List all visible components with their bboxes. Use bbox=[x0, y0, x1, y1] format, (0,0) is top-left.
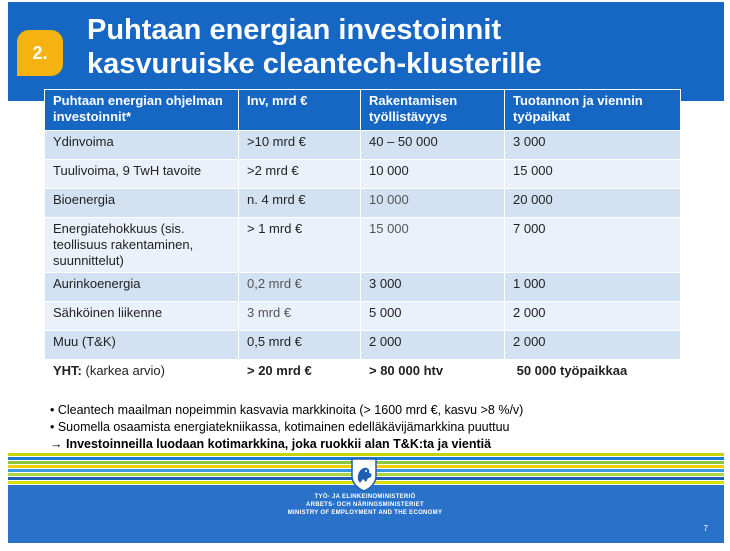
cell-investment: >2 mrd € bbox=[239, 160, 361, 189]
note-bullet: • Suomella osaamista energiatekniikassa, kotimainen edelläkävijämarkkina puuttuu bbox=[50, 420, 510, 434]
cell-investment: n. 4 mrd € bbox=[239, 189, 361, 218]
note-conclusion: → Investoinneilla luodaan kotimarkkina, joka ruokkii alan T&K:ta ja vientiä bbox=[50, 437, 492, 451]
table-row bbox=[45, 131, 681, 160]
cell-investment: 0,5 mrd € bbox=[239, 331, 361, 360]
cell-investment: 0,2 mrd € bbox=[239, 273, 361, 302]
table-row bbox=[45, 160, 681, 189]
section-number-badge: 2. bbox=[17, 30, 63, 76]
cell-construction-jobs: 3 000 bbox=[361, 273, 505, 302]
cell-investment: 3 mrd € bbox=[239, 302, 361, 331]
table-total-row bbox=[45, 360, 681, 389]
slide-title-line-2: kasvuruiske cleantech-klusterille bbox=[87, 48, 542, 80]
cell-investment: >10 mrd € bbox=[239, 131, 361, 160]
total-label-rest: (karkea arvio) bbox=[81, 363, 165, 378]
cell-total-jobs: 50 000 työpaikkaa bbox=[505, 360, 681, 389]
ministry-name-fi: TYÖ- JA ELINKEINOMINISTERIÖ bbox=[314, 494, 416, 500]
header-program: Puhtaan energian ohjelman investoinnit* bbox=[45, 90, 239, 131]
cell-production-jobs: 2 000 bbox=[505, 331, 681, 360]
cell-program: Energiatehokkuus (sis. teollisuus rakentaminen, suunnittelut) bbox=[45, 218, 239, 273]
table-row bbox=[45, 302, 681, 331]
ministry-name bbox=[200, 493, 530, 517]
cell-total-investment: > 20 mrd € bbox=[239, 360, 361, 389]
notes bbox=[50, 402, 720, 453]
cell-construction-jobs: 15 000 bbox=[361, 218, 505, 273]
cell-production-jobs: 15 000 bbox=[505, 160, 681, 189]
investment-table bbox=[44, 89, 681, 389]
table-row bbox=[45, 273, 681, 302]
cell-program: Muu (T&K) bbox=[45, 331, 239, 360]
cell-production-jobs: 3 000 bbox=[505, 131, 681, 160]
ministry-name-sv: ARBETS- OCH NÄRINGSMINISTERIET bbox=[305, 502, 424, 508]
cell-construction-jobs: 10 000 bbox=[361, 160, 505, 189]
cell-total-label bbox=[45, 360, 239, 389]
table-row bbox=[45, 189, 681, 218]
cell-total-construction: > 80 000 htv bbox=[361, 360, 505, 389]
slide-title-line-1: Puhtaan energian investoinnit bbox=[87, 14, 502, 46]
cell-production-jobs: 20 000 bbox=[505, 189, 681, 218]
cell-construction-jobs: 2 000 bbox=[361, 331, 505, 360]
cell-investment: > 1 mrd € bbox=[239, 218, 361, 273]
cell-construction-jobs: 10 000 bbox=[361, 189, 505, 218]
lion-crest-icon bbox=[349, 456, 379, 492]
note-bullet: • Cleantech maailman nopeimmin kasvavia markkinoita (> 1600 mrd €, kasvu >8 %/v) bbox=[50, 403, 524, 417]
table-row bbox=[45, 218, 681, 273]
header-investment: Inv, mrd € bbox=[239, 90, 361, 131]
page-number: 7 bbox=[703, 524, 708, 533]
slide-title bbox=[87, 13, 717, 81]
cell-program: Tuulivoima, 9 TwH tavoite bbox=[45, 160, 239, 189]
table-row bbox=[45, 331, 681, 360]
ministry-name-en: MINISTRY OF EMPLOYMENT AND THE ECONOMY bbox=[287, 510, 443, 516]
cell-program: Bioenergia bbox=[45, 189, 239, 218]
cell-program: Ydinvoima bbox=[45, 131, 239, 160]
total-label-bold: YHT: bbox=[53, 363, 82, 378]
table-header-row bbox=[45, 90, 681, 131]
header-construction-jobs: Rakentamisen työllistävyys bbox=[361, 90, 505, 131]
cell-program: Sähköinen liikenne bbox=[45, 302, 239, 331]
header-production-jobs: Tuotannon ja viennin työpaikat bbox=[505, 90, 681, 131]
cell-production-jobs: 1 000 bbox=[505, 273, 681, 302]
cell-construction-jobs: 40 – 50 000 bbox=[361, 131, 505, 160]
cell-production-jobs: 7 000 bbox=[505, 218, 681, 273]
cell-production-jobs: 2 000 bbox=[505, 302, 681, 331]
cell-construction-jobs: 5 000 bbox=[361, 302, 505, 331]
cell-program: Aurinkoenergia bbox=[45, 273, 239, 302]
